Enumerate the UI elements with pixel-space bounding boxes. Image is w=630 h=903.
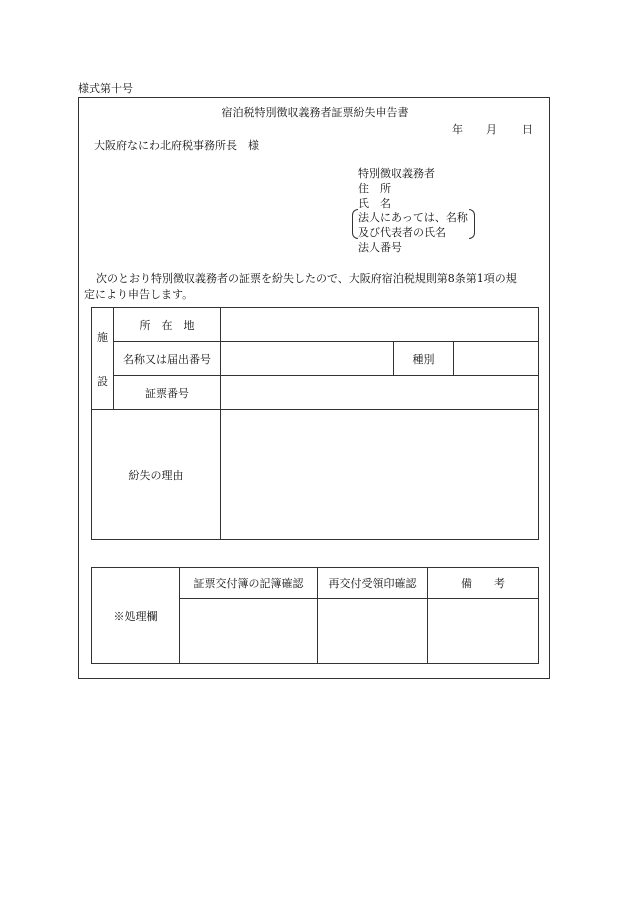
date-year: 年 — [452, 123, 463, 136]
type-field[interactable] — [454, 342, 539, 376]
processing-field1[interactable] — [180, 599, 318, 664]
facility-group-top: 施 — [97, 330, 108, 344]
corp-note-line1: 法人にあっては、名称 — [358, 211, 468, 224]
facility-group-bottom: 設 — [97, 374, 108, 388]
bracket-right — [469, 209, 475, 239]
certificate-label: 証票番号 — [114, 376, 221, 410]
processing-row-label: ※処理欄 — [92, 568, 180, 664]
facility-table — [91, 307, 539, 540]
name-field[interactable] — [221, 342, 394, 376]
addressee: 大阪府なにわ北府税事務所長 様 — [94, 139, 259, 152]
name-label: 名称又は届出番号 — [114, 342, 221, 376]
date-month: 月 — [486, 123, 497, 136]
form-number: 様式第十号 — [78, 82, 133, 95]
location-field[interactable] — [221, 308, 539, 342]
processing-field2[interactable] — [318, 599, 428, 664]
location-label: 所 在 地 — [114, 308, 221, 342]
statement-line1: 次のとおり特別徴収義務者の証票を紛失したので、大阪府宿泊税規則第8条第1項の規 — [96, 272, 517, 285]
form-title: 宿泊税特別徴収義務者証票紛失申告書 — [221, 106, 409, 119]
date-day: 日 — [522, 123, 533, 136]
facility-group-label — [92, 308, 114, 410]
type-label: 種別 — [394, 342, 454, 376]
applicant-name-label: 氏 名 — [358, 197, 391, 210]
processing-col2: 再交付受領印確認 — [318, 568, 428, 599]
processing-field3[interactable] — [428, 599, 539, 664]
corp-number-label: 法人番号 — [358, 241, 402, 254]
corp-note-line2: 及び代表者の氏名 — [358, 226, 446, 239]
certificate-field[interactable] — [221, 376, 539, 410]
processing-col3: 備 考 — [428, 568, 539, 599]
statement-line2: 定により申告します。 — [84, 288, 194, 301]
processing-col1: 証票交付簿の記簿確認 — [180, 568, 318, 599]
reason-label: 紛失の理由 — [92, 410, 221, 540]
applicant-role: 特別徴収義務者 — [358, 167, 435, 180]
reason-field[interactable] — [221, 410, 539, 540]
applicant-address-label: 住 所 — [358, 182, 391, 195]
processing-table — [91, 567, 539, 664]
